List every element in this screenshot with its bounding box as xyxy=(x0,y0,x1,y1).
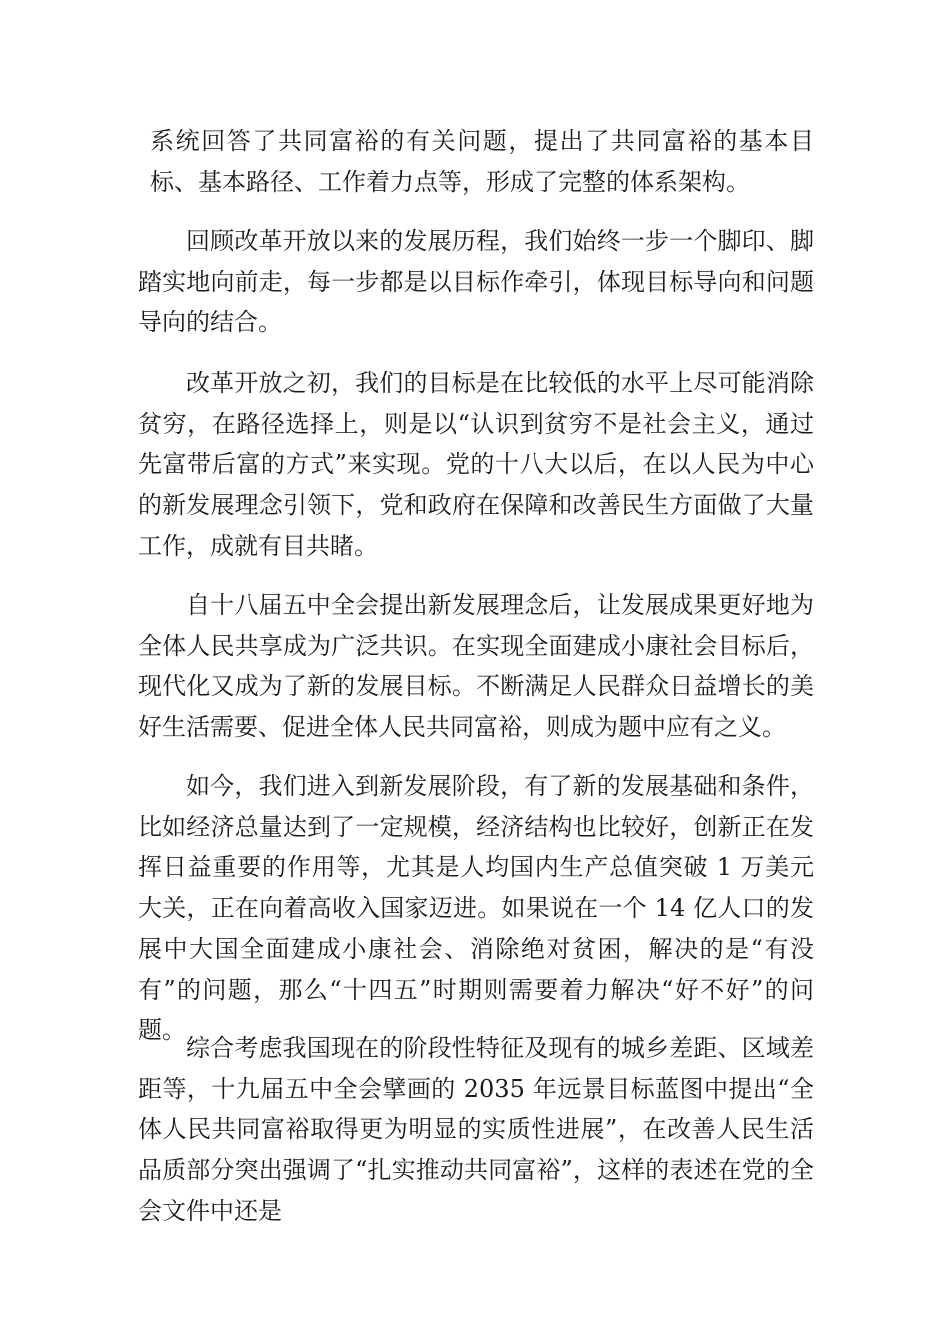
paragraph-1: 系统回答了共同富裕的有关问题，提出了共同富裕的基本目标、基本路径、工作着力点等，形成了完整的体系架构。 xyxy=(150,127,814,196)
paragraph-6: 综合考虑我国现在的阶段性特征及现有的城乡差距、区域差距等，十九届五中全会擘画的 2035 年远景目标蓝图中提出“全体人民共同富裕取得更为明显的实质性进展”，在改善人民生活品质部分突出强调了“扎实推动共同富裕”，这样的表述在党的全会文件中还是 xyxy=(138,1034,814,1225)
paragraph-5: 如今，我们进入到新发展阶段，有了新的发展基础和条件，比如经济总量达到了一定规模，经济结构也比较好，创新正在发挥日益重要的作用等，尤其是人均国内生产总值突破 1 万美元大关，正在向着高收入国家迈进。如果说在一个 14 亿人口的发展中大国全面建成小康社会、消除绝对贫困，解决的是“有没有”的问题，那么“十四五”时期则需要着力解决“好不好”的问题。 xyxy=(138,772,814,1045)
paragraph-2: 回顾改革开放以来的发展历程，我们始终一步一个脚印、脚踏实地向前走，每一步都是以目标作牵引，体现目标导向和问题导向的结合。 xyxy=(138,227,814,337)
paragraph-3: 改革开放之初，我们的目标是在比较低的水平上尽可能消除贫穷，在路径选择上，则是以“认识到贫穷不是社会主义，通过先富带后富的方式”来实现。党的十八大以后，在以人民为中心的新发展理念引领下，党和政府在保障和改善民生方面做了大量工作，成就有目共睹。 xyxy=(138,369,814,560)
paragraph-4: 自十八届五中全会提出新发展理念后，让发展成果更好地为全体人民共享成为广泛共识。在实现全面建成小康社会目标后，现代化又成为了新的发展目标。不断满足人民群众日益增长的美好生活需要、促进全体人民共同富裕，则成为题中应有之义。 xyxy=(138,591,814,742)
